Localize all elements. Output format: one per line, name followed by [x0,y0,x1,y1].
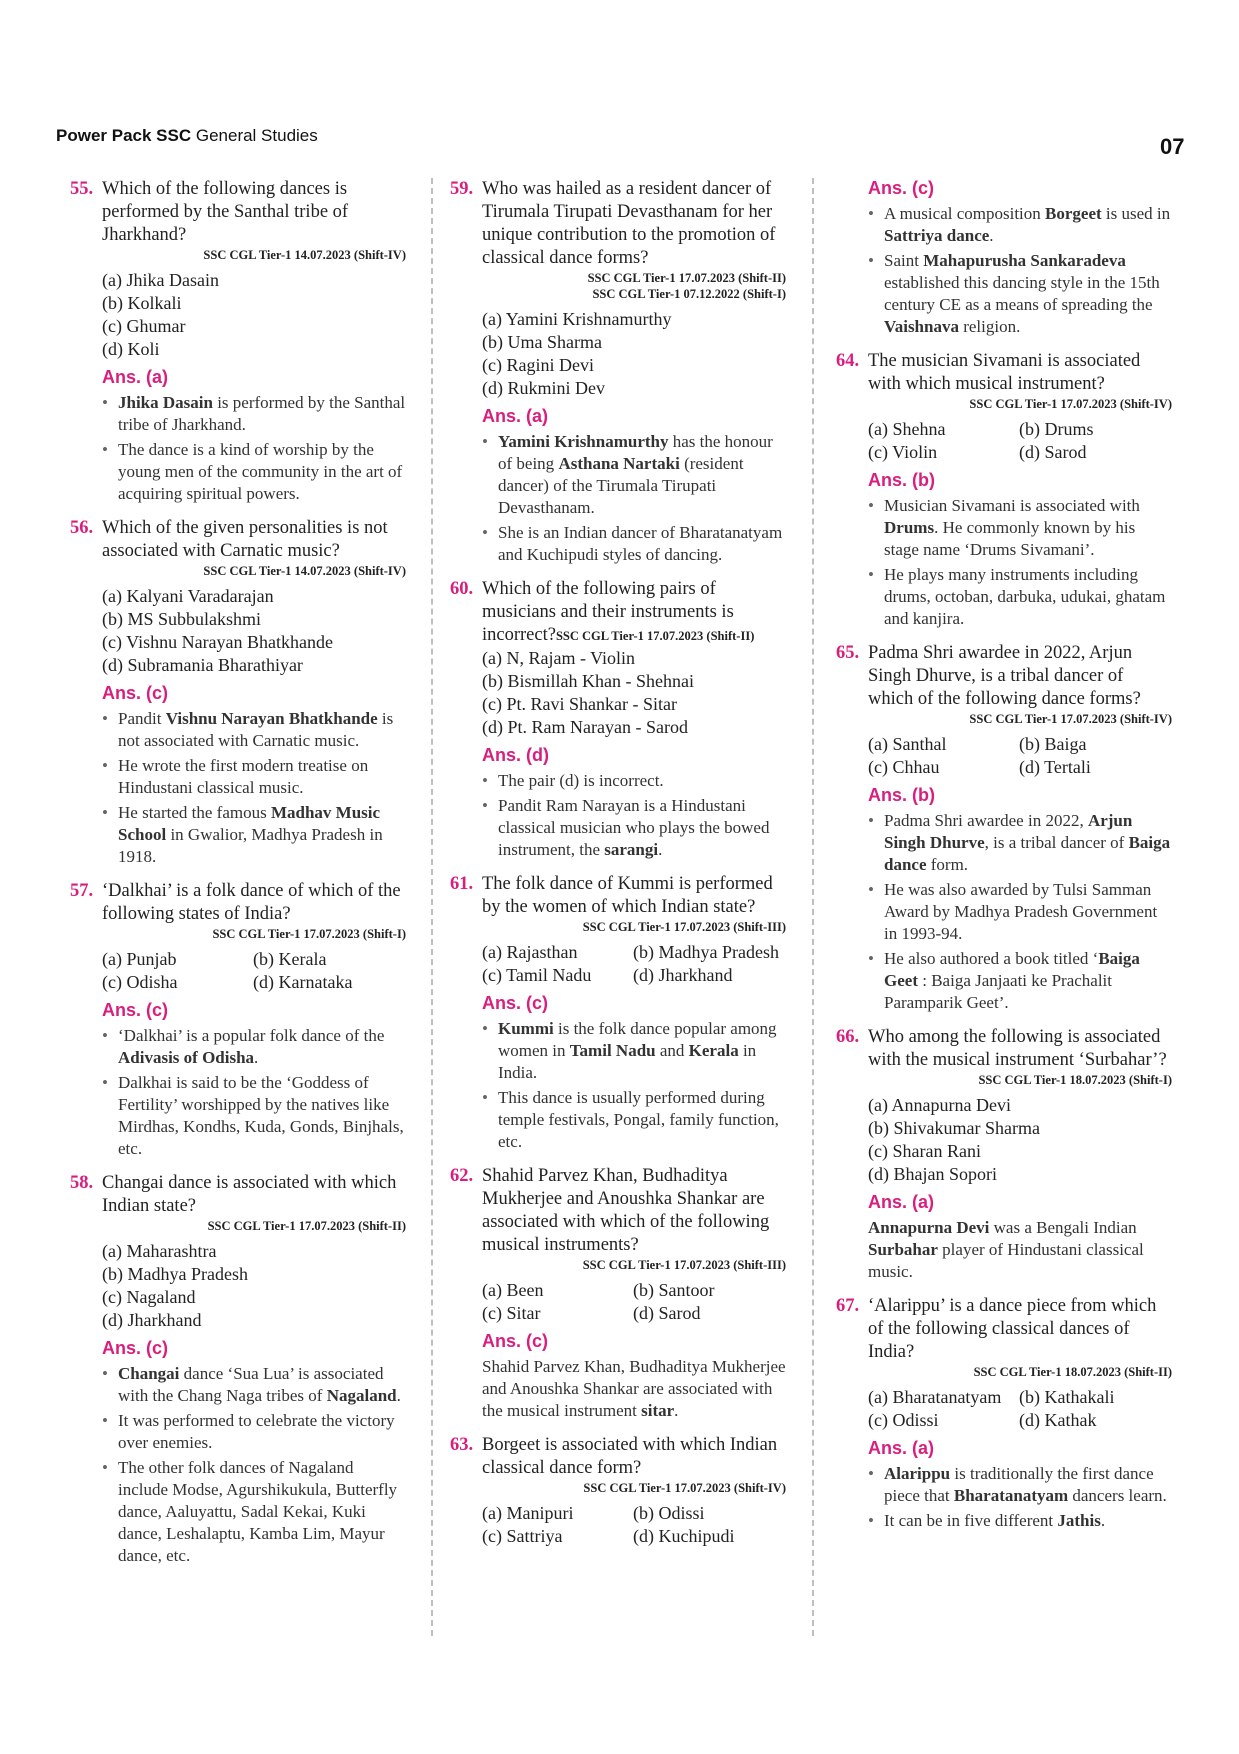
text: He started the famous [118,803,271,822]
question-stem [836,1026,1172,1072]
option-b: (b) Kolkali [102,293,182,313]
text: is performed by the Santhal tribe of Jharkhand. [118,393,406,434]
option-c: (c) Ghumar [102,316,186,336]
text: dancers learn. [1068,1486,1167,1505]
bold-term: Alarippu [884,1464,951,1483]
text: is traditionally the first dance piece that [884,1464,1154,1505]
explanation-point [70,1025,406,1069]
question-66 [836,1026,1172,1283]
options-grid [450,1279,786,1325]
option-b: (b) Bismillah Khan - Shehnai [482,671,694,691]
text: ‘Dalkhai’ is a popular folk dance of the [118,1026,385,1045]
bold-term: Kerala [688,1041,739,1060]
question-59 [450,178,786,566]
option-c: (c) Sattriya [482,1526,563,1546]
bold-term: Baiga dance [884,833,1171,874]
bold-term: Madhav Music School [118,803,381,844]
option-c: (c) Chhau [868,757,940,777]
text: (resident dancer) of the Tirumala Tirupati Devasthanam. [498,454,744,517]
question-stem [70,1172,406,1218]
question-56 [70,517,406,868]
question-63-answer [836,178,1172,338]
answer-label: Ans. (c) [868,178,935,198]
option-c: (c) Tamil Nadu [482,965,592,985]
explanation-point [450,431,786,519]
question-text: Borgeet is associated with which Indian classical dance form? [482,1435,778,1478]
option-b: (b) Kerala [253,949,327,969]
option-b: (b) Odissi [633,1503,705,1523]
option-c: (c) Odisha [102,972,178,992]
question-text: Which of the given personalities is not associated with Carnatic music? [102,518,388,561]
text: . [989,226,994,245]
question-number: 58. [70,1173,94,1193]
options-grid [450,941,786,987]
option-a: (a) Manipuri [482,1503,574,1523]
exam-source: SSC CGL Tier-1 18.07.2023 (Shift-I) [978,1073,1172,1087]
option-a: (a) Annapurna Devi [868,1095,1011,1115]
option-c: (c) Nagaland [102,1287,196,1307]
question-stem [70,880,406,926]
text: Musician Sivamani is associated with [884,496,1140,515]
answer-label: Ans. (b) [868,470,935,490]
option-a: (a) N, Rajam - Violin [482,648,636,668]
question-58 [70,1172,406,1567]
explanation-point: • This dance is usually performed during temple festivals, Pongal, family function, etc. [450,1087,786,1153]
text: He also authored a book titled ‘ [884,949,1099,968]
question-number: 66. [836,1027,860,1047]
bold-term: Vishnu Narayan Bhatkhande [165,709,378,728]
question-stem [450,1434,786,1480]
exam-source: SSC CGL Tier-1 17.07.2023 (Shift-III) [582,920,786,934]
explanation-point: • The pair (d) is incorrect. [450,770,786,792]
option-a: (a) Kalyani Varadarajan [102,586,274,606]
question-number: 56. [70,518,94,538]
question-text: The musician Sivamani is associated with which musical instrument? [868,351,1141,394]
bold-term: Vaishnava [884,317,959,336]
question-stem [70,178,406,247]
exam-source: SSC CGL Tier-1 07.12.2022 (Shift-I) [592,287,786,301]
option-b: (b) Drums [1019,419,1094,439]
text: Shahid Parvez Khan, Budhaditya Mukherjee and Anoushka Shankar are associated with the musical instrument [482,1357,786,1420]
option-c: (c) Odissi [868,1410,939,1430]
question-text: ‘Dalkhai’ is a folk dance of which of the following states of India? [102,881,401,924]
bold-term: Sattriya dance [884,226,990,245]
option-c: (c) Violin [868,442,938,462]
option-b: (b) Santoor [633,1280,715,1300]
bold-term: Drums [884,518,935,537]
bold-term: Yamini Krishnamurthy [498,432,669,451]
book-title [56,126,318,146]
option-b: (b) Madhya Pradesh [102,1264,248,1284]
option-d: (d) Rukmini Dev [482,378,605,398]
text: . [674,1401,679,1420]
bold-term: Borgeet [1045,204,1102,223]
question-stem [450,178,786,270]
option-a: (a) Rajasthan [482,942,578,962]
question-57 [70,880,406,1160]
option-d: (d) Jharkhand [102,1310,202,1330]
option-b: (b) Uma Sharma [482,332,602,352]
text: established this dancing style in the 15th century CE as a means of spreading the [884,273,1160,314]
question-text: Who was hailed as a resident dancer of Tirumala Tirupati Devasthanam for her unique contribution to the promotion of classical dance forms? [482,179,776,268]
text: player of Hindustani classical music. [868,1240,1144,1281]
explanation-point [836,1463,1172,1507]
exam-source: SSC CGL Tier-1 17.07.2023 (Shift-II) [587,271,786,285]
option-d: (d) Tertali [1019,757,1091,777]
option-a: (a) Been [482,1280,544,1300]
answer-label: Ans. (a) [102,367,169,387]
option-b: (b) Baiga [1019,734,1087,754]
answer-label: Ans. (b) [868,785,935,805]
text: . [254,1048,259,1067]
question-text: Padma Shri awardee in 2022, Arjun Singh Dhurve, is a tribal dancer of which of the following dance forms? [868,643,1141,709]
explanation-point [70,392,406,436]
bold-term: sitar [641,1401,675,1420]
text: and [655,1041,689,1060]
question-number: 59. [450,179,474,199]
text: It can be in five different [884,1511,1058,1530]
text: is used in [1101,204,1171,223]
option-c: (c) Ragini Devi [482,355,594,375]
explanation-paragraph [450,1356,786,1422]
exam-source: SSC CGL Tier-1 17.07.2023 (Shift-II) [555,629,755,643]
question-number: 57. [70,881,94,901]
explanation-point [70,1363,406,1407]
answer-label: Ans. (c) [102,1338,169,1358]
question-62 [450,1165,786,1422]
answer-label: Ans. (c) [482,1331,549,1351]
question-stem [836,350,1172,396]
exam-source: SSC CGL Tier-1 17.07.2023 (Shift-IV) [583,1481,786,1495]
explanation-paragraph [836,1217,1172,1283]
text: Pandit [118,709,166,728]
explanation-point: • She is an Indian dancer of Bharatanatyam and Kuchipudi styles of dancing. [450,522,786,566]
question-number: 67. [836,1296,860,1316]
bold-term: Tamil Nadu [569,1041,656,1060]
text: religion. [958,317,1021,336]
text: A musical composition [884,204,1046,223]
answer-label: Ans. (d) [482,745,549,765]
explanation-point: • He wrote the first modern treatise on Hindustani classical music. [70,755,406,799]
options-grid [70,948,406,994]
text: was a Bengali Indian [989,1218,1137,1237]
exam-source: SSC CGL Tier-1 18.07.2023 (Shift-II) [973,1365,1172,1379]
question-stem [450,578,786,647]
text: Pandit Ram Narayan is a Hindustani classical musician who plays the bowed instrument, the [498,796,770,859]
question-number: 61. [450,874,474,894]
question-65 [836,642,1172,1014]
exam-source: SSC CGL Tier-1 17.07.2023 (Shift-IV) [969,712,1172,726]
option-d: (d) Sarod [1019,442,1087,462]
column-divider [431,178,433,1636]
bold-term: Annapurna Devi [868,1218,990,1237]
text: in India. [498,1041,757,1082]
explanation-point: • The dance is a kind of worship by the young men of the community in the art of acquiring spiritual powers. [70,439,406,505]
text: is not associated with Carnatic music. [118,709,394,750]
explanation-point [836,495,1172,561]
options-grid [836,1386,1172,1432]
column-1 [70,178,406,1579]
explanation-point [836,1510,1172,1532]
text: . He commonly known by his stage name ‘Drums Sivamani’. [884,518,1136,559]
question-60 [450,578,786,861]
question-text: The folk dance of Kummi is performed by the women of which Indian state? [482,874,773,917]
column-3 [836,178,1172,1544]
bold-term: Jhika Dasain [118,393,213,412]
column-divider [812,178,814,1636]
page-number: 07 [1160,134,1185,159]
option-b: (b) Kathakali [1019,1387,1115,1407]
explanation-point [450,1018,786,1084]
explanation-point [450,795,786,861]
question-67 [836,1295,1172,1532]
bold-term: Jathis [1057,1511,1101,1530]
question-number: 55. [70,179,94,199]
option-a: (a) Punjab [102,949,177,969]
exam-source: SSC CGL Tier-1 14.07.2023 (Shift-IV) [203,248,406,262]
question-stem [70,517,406,563]
option-a: (a) Bharatanatyam [868,1387,1002,1407]
question-stem [836,1295,1172,1364]
book-title-brand: Power Pack SSC [56,126,192,145]
option-b: (b) MS Subbulakshmi [102,609,262,629]
answer-label: Ans. (c) [102,1000,169,1020]
answer-label: Ans. (a) [482,406,549,426]
question-text: Shahid Parvez Khan, Budhaditya Mukherjee and Anoushka Shankar are associated with which of the following musical instruments? [482,1166,770,1255]
bold-term: Surbahar [868,1240,938,1259]
option-a: (a) Santhal [868,734,947,754]
text: . [1100,1511,1106,1530]
text: in Gwalior, Madhya Pradesh in 1918. [118,825,383,866]
answer-label: Ans. (a) [868,1438,935,1458]
explanation-point [836,948,1172,1014]
question-55 [70,178,406,505]
bold-term: Arjun Singh Dhurve [884,811,1133,852]
column-2 [450,178,786,1560]
option-c: (c) Sitar [482,1303,541,1323]
bold-term: Bharatanatyam [953,1486,1069,1505]
explanation-point [70,708,406,752]
text: Saint [884,251,924,270]
option-b: (b) Shivakumar Sharma [868,1118,1040,1138]
option-a: (a) Maharashtra [102,1241,217,1261]
explanation-point: • Dalkhai is said to be the ‘Goddess of Fertility’ worshipped by the natives like Mirdhas, Kondhs, Kuda, Gonds, Binjhals, etc. [70,1072,406,1160]
options-grid [836,733,1172,779]
option-a: (a) Jhika Dasain [102,270,219,290]
bold-term: Changai [118,1364,180,1383]
option-a: (a) Shehna [868,419,946,439]
bold-term: Baiga Geet [884,949,1140,990]
question-text: ‘Alarippu’ is a dance piece from which of the following classical dances of India? [868,1296,1157,1362]
explanation-point [70,802,406,868]
text: has the honour of being [498,432,773,473]
text: . [396,1386,401,1405]
text: : Baiga Janjaati ke Prachalit Paramparik Geet’. [884,971,1112,1012]
exam-source: SSC CGL Tier-1 17.07.2023 (Shift-III) [582,1258,786,1272]
option-d: (d) Sarod [633,1303,701,1323]
option-d: (d) Karnataka [253,972,353,992]
question-61 [450,873,786,1153]
text: form. [926,855,969,874]
text: is the folk dance popular among women in [498,1019,777,1060]
question-63 [450,1434,786,1548]
exam-source: SSC CGL Tier-1 17.07.2023 (Shift-IV) [969,397,1172,411]
options-grid [450,1502,786,1548]
question-number: 65. [836,643,860,663]
answer-label: Ans. (c) [482,993,549,1013]
question-64 [836,350,1172,630]
exam-source: SSC CGL Tier-1 14.07.2023 (Shift-IV) [203,564,406,578]
question-number: 62. [450,1166,474,1186]
question-text: Which of the following dances is performed by the Santhal tribe of Jharkhand? [102,179,349,245]
text: Padma Shri awardee in 2022, [884,811,1088,830]
options-grid [836,418,1172,464]
option-d: (d) Bhajan Sopori [868,1164,997,1184]
answer-label: Ans. (c) [102,683,169,703]
option-d: (d) Pt. Ram Narayan - Sarod [482,717,688,737]
explanation-point: • It was performed to celebrate the victory over enemies. [70,1410,406,1454]
bold-term: Nagaland [326,1386,397,1405]
option-d: (d) Kathak [1019,1410,1097,1430]
text: . [658,840,663,859]
option-a: (a) Yamini Krishnamurthy [482,309,672,329]
question-stem [450,1165,786,1257]
option-c: (c) Vishnu Narayan Bhatkhande [102,632,334,652]
explanation-point: • He plays many instruments including drums, octoban, darbuka, udukai, ghatam and kanjira. [836,564,1172,630]
bold-term: Kummi [498,1019,554,1038]
option-d: (d) Koli [102,339,160,359]
question-stem [836,642,1172,711]
answer-label: Ans. (a) [868,1192,935,1212]
bold-term: Asthana Nartaki [558,454,680,473]
explanation-point [836,810,1172,876]
exam-source: SSC CGL Tier-1 17.07.2023 (Shift-II) [207,1219,406,1233]
explanation-point [836,250,1172,338]
text: dance ‘Sua Lua’ is associated with the Chang Naga tribes of [118,1364,384,1405]
option-b: (b) Madhya Pradesh [633,942,779,962]
question-text: Who among the following is associated with the musical instrument ‘Surbahar’? [868,1027,1167,1070]
question-text: Which of the following pairs of musicians and their instruments is incorrect? [482,579,734,645]
explanation-point: • He was also awarded by Tulsi Samman Award by Madhya Pradesh Government in 1993-94. [836,879,1172,945]
question-number: 63. [450,1435,474,1455]
question-number: 64. [836,351,860,371]
explanation-point: • The other folk dances of Nagaland include Modse, Agurshikukula, Butterfly dance, Aaluyattu, Sadal Kekai, Kuki dance, Leshalaptu, Kamba Lim, Mayur dance, etc. [70,1457,406,1567]
option-c: (c) Pt. Ravi Shankar - Sitar [482,694,677,714]
text: , is a tribal dancer of [984,833,1129,852]
explanation-point [836,203,1172,247]
question-text: Changai dance is associated with which Indian state? [102,1173,397,1216]
question-number: 60. [450,579,474,599]
option-d: (d) Jharkhand [633,965,733,985]
bold-term: Mahapurusha Sankaradeva [923,251,1126,270]
exam-source: SSC CGL Tier-1 17.07.2023 (Shift-I) [212,927,406,941]
bold-term: Adivasis of Odisha [118,1048,255,1067]
bold-term: sarangi [604,840,659,859]
question-stem [450,873,786,919]
option-c: (c) Sharan Rani [868,1141,981,1161]
option-d: (d) Subramania Bharathiyar [102,655,303,675]
book-title-subject: General Studies [195,126,318,145]
option-d: (d) Kuchipudi [633,1526,735,1546]
